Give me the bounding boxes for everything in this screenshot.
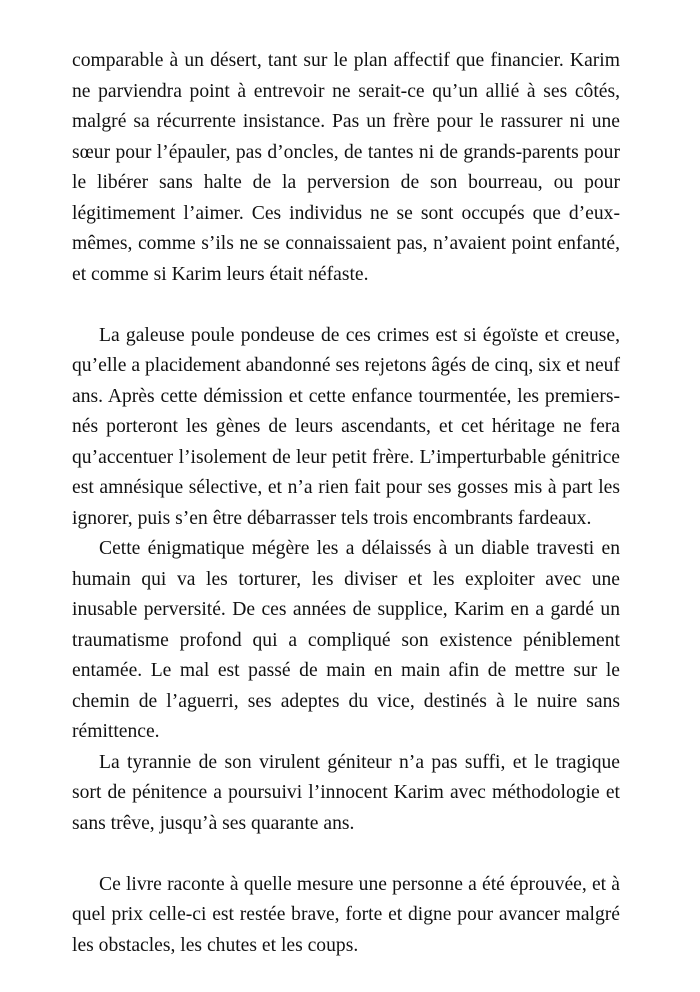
paragraph-1: comparable à un désert, tant sur le plan affectif que financier. Karim ne parviendra point à entrevoir ne serait-ce qu’un allié à ses côtés, malgré sa récurrente insistance. Pas un frère pour le rassurer ni une sœur pour l’épauler, pas d’oncles, de tantes ni de grands-parents pour le libérer sans halte de la perversion de son bourreau, ou pour légitimement l’aimer. Ces individus ne se sont occupés que d’eux-mêmes, comme s’ils ne se connaissaient pas, n’avaient point enfanté, et comme si Karim leurs était néfaste. xyxy=(72,50,620,285)
paragraph-3: Cette énigmatique mégère les a délaissés à un diable travesti en humain qui va les torturer, les diviser et les exploiter avec une inusable perversité. De ces années de supplice, Karim en a gardé un traumatisme profond qui a compliqué son existence péniblement entamée. Le mal est passé de main en main afin de mettre sur le chemin de l’aguerri, ses adeptes du vice, destinés à le nuire sans rémittence. xyxy=(72,538,620,742)
book-page xyxy=(72,46,620,961)
paragraph-5: Ce livre raconte à quelle mesure une personne a été éprouvée, et à quel prix celle-ci est restée brave, forte et digne pour avancer malgré les obstacles, les chutes et les coups. xyxy=(72,873,620,956)
paragraph-2: La galeuse poule pondeuse de ces crimes est si égoïste et creuse, qu’elle a placidement abandonné ses rejetons âgés de cinq, six et neuf ans. Après cette démission et cette enfance tourmentée, les premiers-nés porteront les gènes de leurs ascendants, et cet héritage ne fera qu’accentuer l’isolement de leur petit frère. L’imperturbable génitrice est amnésique sélective, et n’a rien fait pour ses gosses mis à part les ignorer, puis s’en être débarrasser tels trois encombrants fardeaux. xyxy=(72,324,620,529)
paragraph-4: La tyrannie de son virulent géniteur n’a pas suffi, et le tragique sort de pénitence a poursuivi l’innocent Karim avec méthodologie et sans trêve, jusqu’à ses quarante ans. xyxy=(72,751,620,834)
